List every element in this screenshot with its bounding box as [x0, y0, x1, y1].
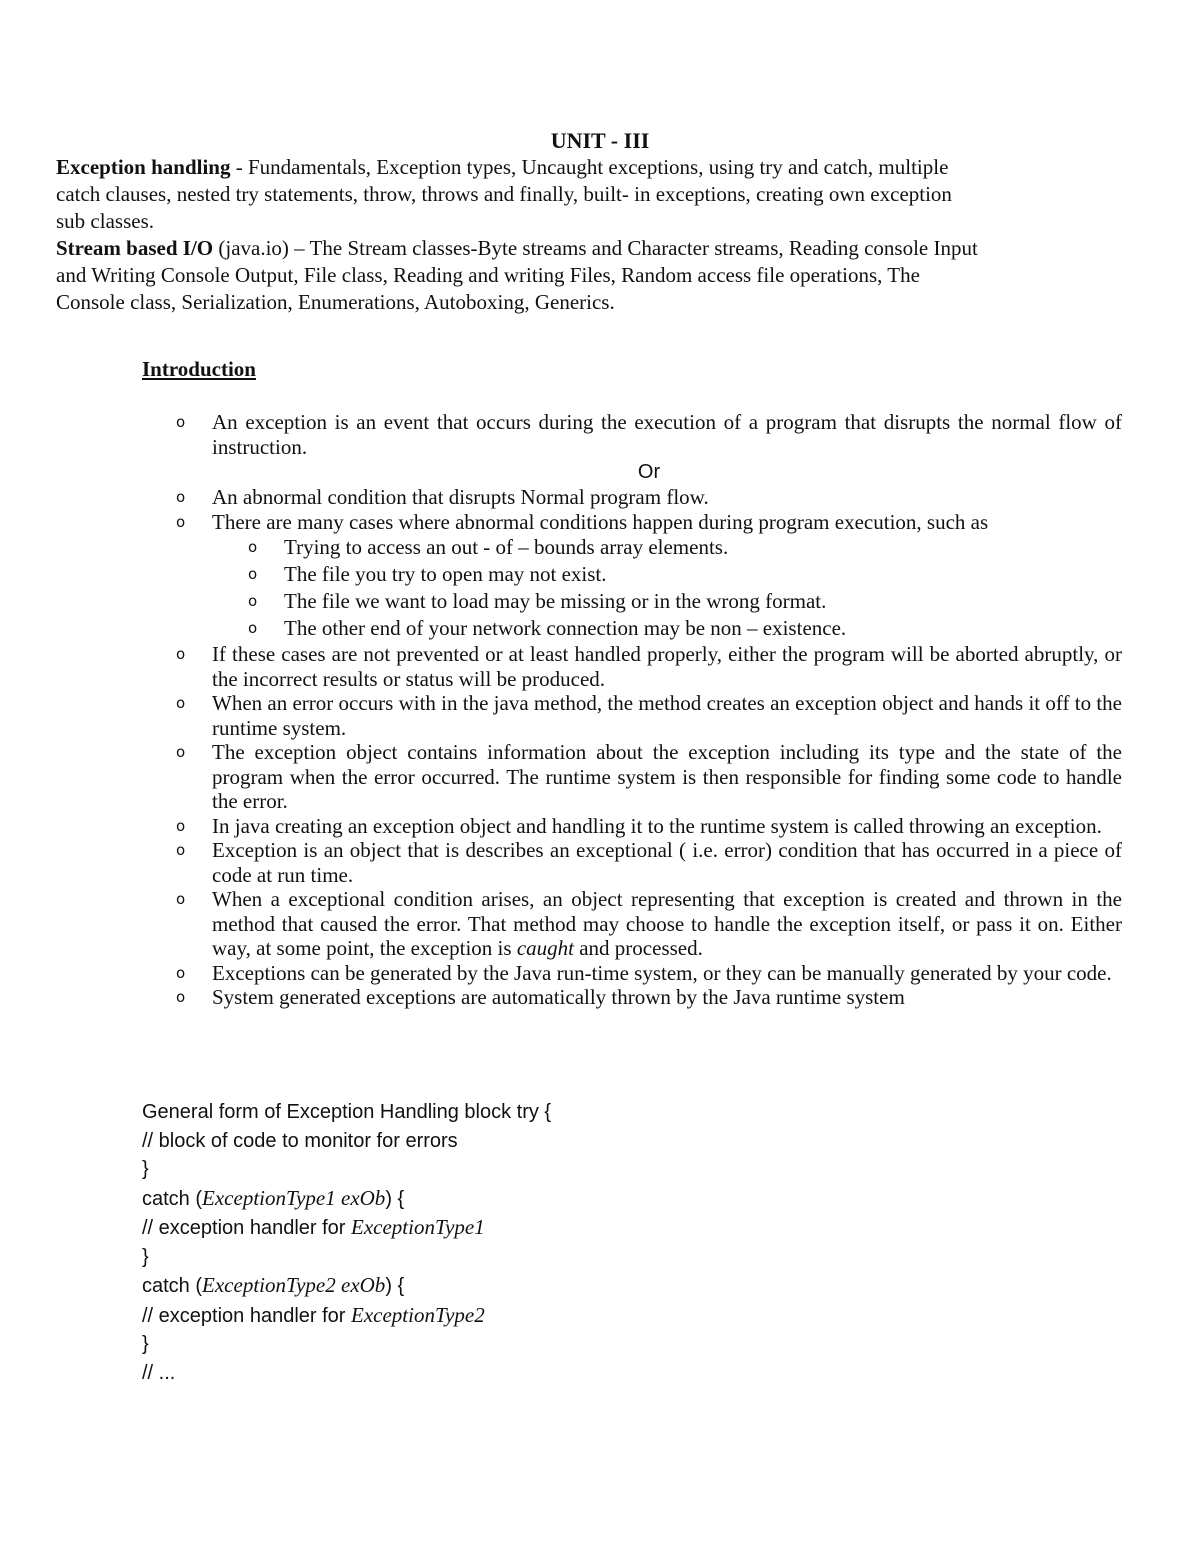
syllabus-exception-handling [56, 154, 986, 235]
bullet-circle-icon: o [176, 890, 186, 908]
code-line: General form of Exception Handling block try { [142, 1101, 552, 1123]
bullet-circle-icon: o [176, 963, 186, 982]
bullet-circle-icon: o [248, 619, 258, 637]
list-item [176, 887, 1122, 961]
code-italic: ExceptionType2 exOb [202, 1273, 386, 1297]
code-line: // block of code to monitor for errors [142, 1129, 458, 1152]
bullet-circle-icon: o [176, 694, 186, 712]
sub-list-item-text: The other end of your network connection may be non – existence. [284, 616, 847, 640]
list-item-text: An abnormal condition that disrupts Normal program flow. [212, 485, 709, 509]
list-item [176, 961, 1122, 986]
code-text: // exception handler for [142, 1304, 352, 1327]
code-block [142, 1098, 551, 1387]
list-item-text: There are many cases where abnormal conditions happen during program execution, such as [212, 509, 989, 534]
bullet-circle-icon: o [248, 538, 258, 556]
code-line [142, 1271, 551, 1301]
sub-list-item [248, 534, 1122, 561]
list-item-text: If these cases are not prevented or at least handled properly, either the program will be aborted abruptly, or the incorrect results or status will be produced. [212, 642, 1122, 691]
code-text: // exception handler for [142, 1217, 352, 1239]
sub-list-item-text: Trying to access an out - of – bounds array elements. [284, 535, 729, 559]
bullet-circle-icon: o [176, 743, 186, 761]
bullet-circle-icon: o [176, 816, 186, 835]
caught-emphasis: caught [516, 936, 574, 960]
page-title: UNIT - III [550, 128, 650, 153]
list-item-text: Exceptions can be generated by the Java run-time system, or they can be manually generated by your code. [212, 960, 1112, 985]
code-line: } [142, 1245, 149, 1268]
code-line [142, 1184, 551, 1214]
sub-list-item-text: The file we want to load may be missing or in the wrong format. [284, 589, 827, 613]
list-item [176, 410, 1122, 459]
sub-list-item [248, 561, 1122, 588]
list-item [176, 642, 1122, 691]
syllabus-stream-label: Stream based I/O [56, 236, 214, 260]
code-italic: ExceptionType1 [351, 1215, 485, 1239]
sub-list-item-text: The file you try to open may not exist. [284, 562, 607, 586]
bullet-circle-icon: o [248, 565, 258, 583]
syllabus-exception-label: Exception handling [56, 155, 231, 179]
code-italic: ExceptionType1 exOb [202, 1185, 386, 1210]
bullet-circle-icon: o [176, 512, 186, 531]
syllabus-stream-text: (java.io) – The Stream classes-Byte streams and Character streams, Reading console Input and Writing Console Output, File class, Reading and writing Files, Random access file operations, The Console class, Serialization, Enumerations, Autoboxing, Generics. [56, 236, 978, 314]
code-text: catch ( [142, 1187, 203, 1210]
code-line: } [142, 1158, 149, 1180]
code-italic: ExceptionType2 [351, 1302, 485, 1327]
list-item-text: An exception is an event that occurs during the execution of a program that disrupts the normal flow of instruction. [212, 410, 1122, 459]
sub-list-item [248, 615, 1122, 642]
list-item-text-part: When a exceptional condition arises, an object representing that exception is created and thrown in the method that caused the error. That method may choose to handle the exception itself, or pass it on. Either way, at some point, the exception is [212, 887, 1122, 960]
code-line [142, 1301, 551, 1331]
list-item-text: In java creating an exception object and handling it to the runtime system is called throwing an exception. [212, 813, 1102, 838]
bullet-circle-icon: o [176, 488, 186, 506]
bullet-circle-icon: o [176, 413, 186, 431]
code-line [142, 1213, 551, 1243]
list-item-text: Exception is an object that is describes an exceptional ( i.e. error) condition that has occurred in a piece of code at run time. [212, 838, 1122, 887]
list-item [176, 510, 1122, 535]
code-text: ) { [385, 1187, 405, 1210]
code-line: } [142, 1333, 149, 1355]
syllabus-exception-text: - Fundamentals, Exception types, Uncaught exceptions, using try and catch, multiple catch clauses, nested try statements, throw, throws and finally, built- in exceptions, creating own exception sub classes. [56, 155, 952, 233]
list-item [176, 814, 1122, 839]
sub-list-item [248, 588, 1122, 615]
list-item-text-part: and processed. [573, 936, 703, 960]
list-item [176, 740, 1122, 814]
bullet-circle-icon: o [176, 645, 186, 663]
introduction-bullet-list [176, 410, 1122, 1010]
code-text: ) { [385, 1275, 405, 1297]
list-item-text [212, 887, 1122, 960]
bullet-circle-icon: o [248, 592, 258, 610]
code-line: // ... [142, 1361, 176, 1384]
list-item [176, 691, 1122, 740]
list-item-text: When an error occurs with in the java method, the method creates an exception object and hands it off to the runtime system. [212, 691, 1122, 740]
list-item-text: System generated exceptions are automatically thrown by the Java runtime system [212, 985, 905, 1009]
list-item [176, 985, 1122, 1010]
bullet-circle-icon: o [176, 841, 186, 859]
code-text: catch ( [142, 1275, 203, 1297]
introduction-heading: Introduction [142, 357, 256, 381]
list-item [176, 485, 1122, 510]
bullet-circle-icon: o [176, 988, 186, 1006]
list-item-text: The exception object contains information about the exception including its type and the state of the program when the error occurred. The runtime system is then responsible for finding some code to handle the error. [212, 740, 1122, 813]
list-item [176, 838, 1122, 887]
syllabus-stream-io [56, 235, 986, 316]
or-separator: Or [637, 461, 661, 483]
